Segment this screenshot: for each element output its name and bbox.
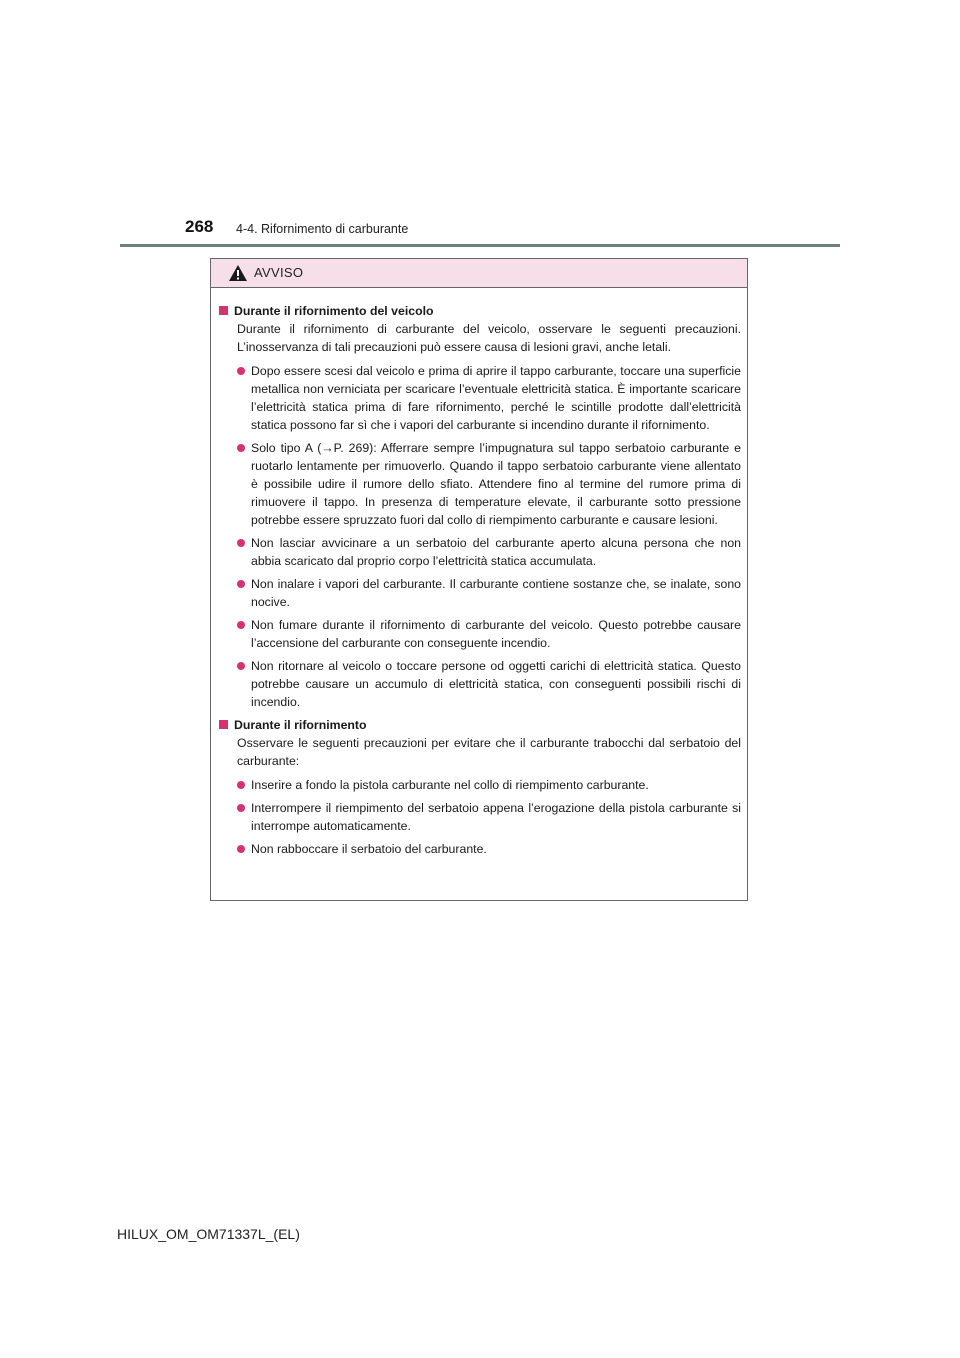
- section-heading: [219, 716, 741, 734]
- circle-bullet-icon: [237, 804, 245, 812]
- circle-bullet-icon: [237, 781, 245, 789]
- bullet-text: Dopo essere scesi dal veicolo e prima di aprire il tappo carburante, toccare una superficie metallica non verniciata per scaricare l’eventuale elettricità statica. È importante scaricare l’elettricità statica prima di fare rifornimento, perché le scintille prodotte dall’elettricità statica possono far sì che i vapori del carburante si incendino durante il rifornimento.: [251, 364, 741, 432]
- circle-bullet-icon: [237, 662, 245, 670]
- header-rule: [120, 244, 840, 247]
- bullet-item: [237, 840, 741, 858]
- warning-box: [210, 258, 748, 901]
- bullet-item: [237, 799, 741, 835]
- bullet-item: [237, 362, 741, 434]
- document-code: HILUX_OM_OM71337L_(EL): [117, 1226, 300, 1242]
- bullet-text: Non inalare i vapori del carburante. Il carburante contiene sostanze che, se inalate, sono nocive.: [251, 577, 741, 609]
- circle-bullet-icon: [237, 367, 245, 375]
- circle-bullet-icon: [237, 444, 245, 452]
- warning-title: AVVISO: [254, 265, 304, 280]
- circle-bullet-icon: [237, 845, 245, 853]
- section-intro: Durante il rifornimento di carburante del veicolo, osservare le seguenti precauzioni. L’inosservanza di tali precauzioni può essere causa di lesioni gravi, anche letali.: [237, 322, 741, 354]
- bullet-item: [237, 534, 741, 570]
- section-heading: [219, 302, 741, 320]
- bullet-item: [237, 657, 741, 711]
- page-number: 268: [185, 217, 214, 236]
- bullet-text: Solo tipo A (→P. 269): Afferrare sempre l’impugnatura sul tappo serbatoio carburante e ruotarlo lentamente per rimuoverlo. Quando il tappo serbatoio carburante viene allentato è possibile udire il rumore dello sfiato. Attendere fino al termine del rumore prima di rimuovere il tappo. In presenza di temperature elevate, il carburante sotto pressione potrebbe essere spruzzato fuori dal collo di riempimento carburante e causare lesioni.: [251, 441, 741, 527]
- section-title: 4-4. Rifornimento di carburante: [236, 222, 409, 236]
- section-heading-text: Durante il rifornimento del veicolo: [234, 304, 434, 318]
- circle-bullet-icon: [237, 539, 245, 547]
- circle-bullet-icon: [237, 621, 245, 629]
- bullet-text: Non fumare durante il rifornimento di carburante del veicolo. Questo potrebbe causare l’accensione del carburante con conseguente incendio.: [251, 618, 741, 650]
- warning-header: [211, 259, 747, 288]
- section-heading-text: Durante il rifornimento: [234, 718, 367, 732]
- bullet-item: [237, 616, 741, 652]
- bullet-text: Non rabboccare il serbatoio del carburante.: [251, 842, 487, 856]
- section-intro: Osservare le seguenti precauzioni per evitare che il carburante trabocchi dal serbatoio del carburante:: [237, 736, 741, 768]
- square-bullet-icon: [219, 306, 228, 315]
- warning-triangle-icon: [228, 264, 248, 282]
- circle-bullet-icon: [237, 580, 245, 588]
- bullet-text: Inserire a fondo la pistola carburante nel collo di riempimento carburante.: [251, 778, 649, 792]
- square-bullet-icon: [219, 720, 228, 729]
- bullet-item: [237, 575, 741, 611]
- bullet-text: Non ritornare al veicolo o toccare persone od oggetti carichi di elettricità statica. Questo potrebbe causare un accumulo di elettricità statica, con conseguenti possibili rischi di incendio.: [251, 659, 741, 709]
- bullet-item: [237, 776, 741, 794]
- bullet-text: Non lasciar avvicinare a un serbatoio del carburante aperto alcuna persona che non abbia scaricato dal proprio corpo l’elettricità statica accumulata.: [251, 536, 741, 568]
- bullet-item: [237, 439, 741, 529]
- bullet-text: Interrompere il riempimento del serbatoio appena l’erogazione della pistola carburante si interrompe automaticamente.: [251, 801, 741, 833]
- warning-body: [211, 288, 747, 858]
